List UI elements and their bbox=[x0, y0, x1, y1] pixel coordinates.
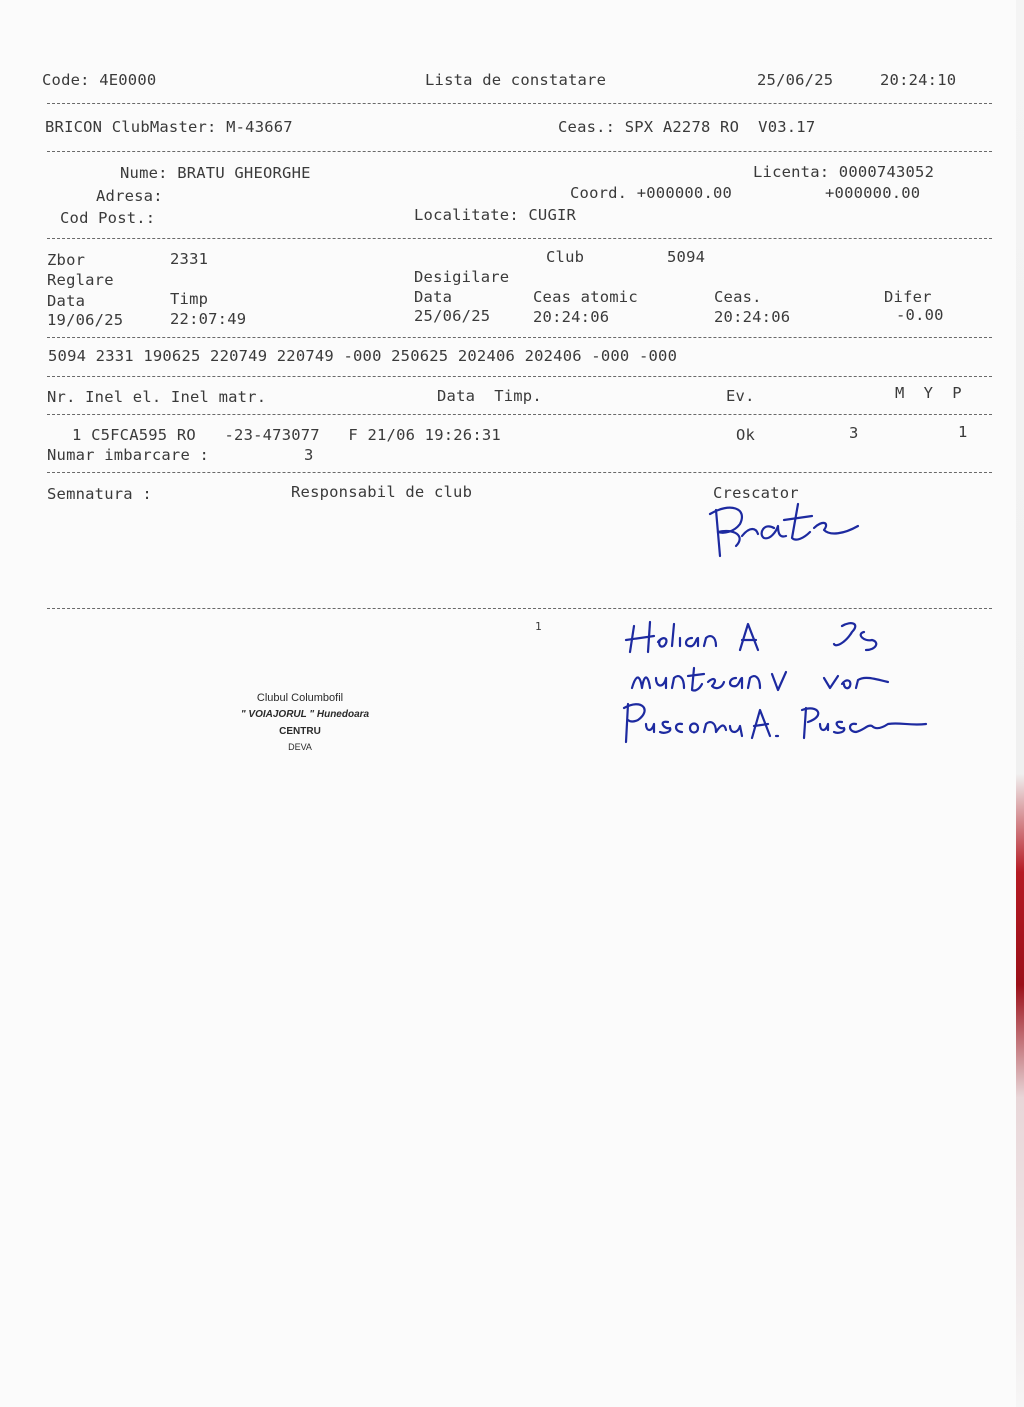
commission-signatures bbox=[620, 612, 940, 762]
table-header-date-time: Data Timp. bbox=[437, 387, 542, 405]
opening-date: 25/06/25 bbox=[414, 307, 491, 325]
table-header-myp: M Y P bbox=[895, 384, 962, 402]
breeder-label: Crescator bbox=[713, 484, 799, 502]
owner-name: Nume: BRATU GHEORGHE bbox=[120, 164, 311, 182]
page-number: 1 bbox=[535, 620, 542, 633]
table-row-event: Ok bbox=[736, 426, 756, 444]
owner-coord-label: Coord. +000000.00 bbox=[570, 184, 733, 202]
flight-label: Zbor bbox=[47, 251, 86, 269]
table-header-rings: Nr. Inel el. Inel matr. bbox=[47, 388, 267, 406]
report-date: 25/06/25 bbox=[757, 71, 834, 89]
setting-date: 19/06/25 bbox=[47, 311, 124, 329]
stamp-city: DEVA bbox=[288, 742, 312, 752]
clock-id: Ceas.: SPX A2278 RO V03.17 bbox=[558, 118, 816, 136]
divider bbox=[47, 376, 992, 377]
table-header-event: Ev. bbox=[726, 387, 755, 405]
club-number: 5094 bbox=[667, 248, 706, 266]
paper-edge bbox=[1016, 0, 1024, 1407]
clock-time: 20:24:06 bbox=[714, 308, 791, 326]
owner-locality: Localitate: CUGIR bbox=[414, 206, 577, 224]
stamp-club-alias: " VOIAJORUL " Hunedoara bbox=[240, 709, 370, 720]
stamp-club-name: Clubul Columbofil bbox=[256, 692, 344, 704]
stamp-center: CENTRU bbox=[279, 726, 321, 737]
difference-value: -0.00 bbox=[896, 306, 944, 324]
divider bbox=[47, 414, 992, 415]
atomic-clock-label: Ceas atomic bbox=[533, 288, 638, 306]
divider bbox=[47, 103, 992, 104]
report-code: Code: 4E0000 bbox=[42, 71, 157, 89]
flight-number: 2331 bbox=[170, 250, 209, 268]
report-time: 20:24:10 bbox=[880, 71, 957, 89]
atomic-clock-time: 20:24:06 bbox=[533, 308, 610, 326]
breeder-signature bbox=[700, 498, 870, 568]
setting-date-label: Data bbox=[47, 292, 86, 310]
difference-label: Difer bbox=[884, 288, 932, 306]
club-label: Club bbox=[546, 248, 585, 266]
owner-postcode: Cod Post.: bbox=[60, 209, 156, 227]
embark-label: Numar imbarcare : bbox=[47, 446, 210, 464]
clubmaster-id: BRICON ClubMaster: M-43667 bbox=[45, 118, 293, 136]
owner-coord-value: +000000.00 bbox=[825, 184, 921, 202]
clock-label: Ceas. bbox=[714, 288, 762, 306]
owner-address: Adresa: bbox=[96, 187, 163, 205]
signature-label: Semnatura : bbox=[47, 485, 152, 503]
report-title: Lista de constatare bbox=[425, 71, 607, 89]
opening-heading: Desigilare bbox=[414, 268, 510, 286]
divider bbox=[47, 608, 992, 609]
club-responsible-label: Responsabil de club bbox=[291, 483, 473, 501]
table-row-m: 3 bbox=[849, 424, 859, 442]
embark-count: 3 bbox=[304, 446, 314, 464]
divider bbox=[47, 151, 992, 152]
setting-time: 22:07:49 bbox=[170, 310, 247, 328]
owner-license: Licenta: 0000743052 bbox=[753, 163, 935, 181]
table-row: 1 C5FCA595 RO -23-473077 F 21/06 19:26:31 bbox=[72, 426, 501, 444]
table-row-p: 1 bbox=[958, 423, 968, 441]
divider bbox=[47, 472, 992, 473]
encoded-summary-line: 5094 2331 190625 220749 220749 -000 250625 202406 202406 -000 -000 bbox=[48, 347, 678, 365]
setting-time-label: Timp bbox=[170, 290, 209, 308]
opening-date-label: Data bbox=[414, 288, 453, 306]
setting-heading: Reglare bbox=[47, 271, 114, 289]
divider bbox=[47, 337, 992, 338]
divider bbox=[47, 238, 992, 239]
